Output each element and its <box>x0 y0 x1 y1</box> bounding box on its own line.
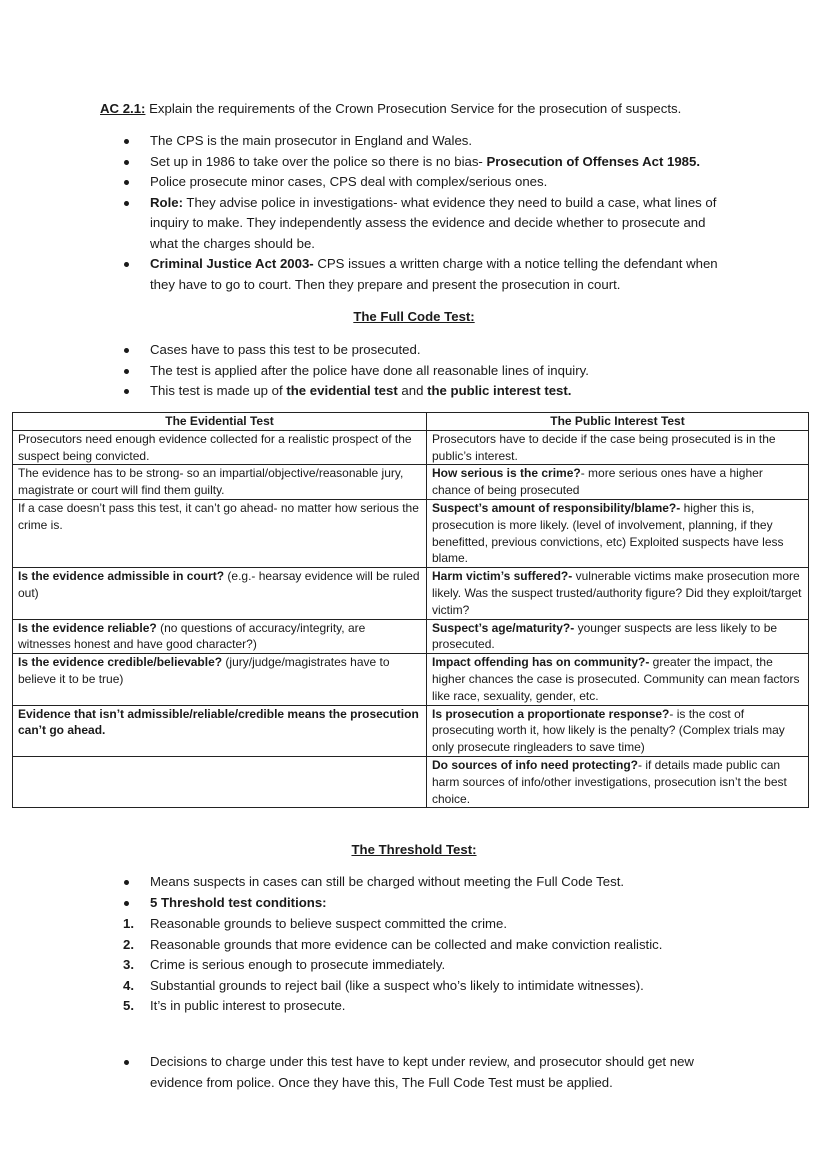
list-item: 3. Crime is serious enough to prosecute immediately. <box>123 957 446 972</box>
table-row <box>13 430 809 465</box>
threshold-bullet-list <box>118 872 728 913</box>
bullet-icon <box>124 1060 129 1065</box>
bullet-icon <box>124 880 129 885</box>
bullet-icon <box>124 201 129 206</box>
bullet-icon <box>124 901 129 906</box>
evidential-cell: Is the evidence admissible in court? (e.g.- hearsay evidence will be ruled out) <box>13 568 427 619</box>
list-item: Cases have to pass this test to be prosecuted. <box>118 340 728 361</box>
public-interest-cell: How serious is the crime?- more serious ones have a higher chance of being prosecuted <box>427 465 809 500</box>
table-row <box>13 654 809 705</box>
table-row <box>13 568 809 619</box>
evidential-cell: Is the evidence credible/believable? (jury/judge/magistrates have to believe it to be true) <box>13 654 427 705</box>
public-interest-test-header: The Public Interest Test <box>427 413 809 431</box>
list-item: This test is made up of the evidential test and the public interest test. <box>118 381 728 402</box>
list-item: 4. Substantial grounds to reject bail (like a suspect who’s likely to intimidate witnesses). <box>123 977 644 993</box>
list-item: Role: They advise police in investigations- what evidence they need to build a case, what lines of inquiry to make. They independently assess the evidence and decide whether to prosecute and what the charges should be. <box>118 193 728 255</box>
public-interest-cell: Do sources of info need protecting?- if details made public can harm sources of info/other investigations, prosecution isn’t the best choice. <box>427 756 809 807</box>
threshold-conditions-list <box>118 914 728 1017</box>
evidential-cell: If a case doesn’t pass this test, it can’t go ahead- no matter how serious the crime is. <box>13 499 427 567</box>
bullet-icon <box>124 369 129 374</box>
criterion-code: AC 2.1: <box>100 101 146 116</box>
public-interest-cell: Is prosecution a proportionate response?- is the cost of prosecuting worth it, how likely is the penalty? (Complex trials may only prosecute ringleaders to save time) <box>427 705 809 756</box>
evidential-cell: The evidence has to be strong- so an impartial/objective/reasonable jury, magistrate or court will find them guilty. <box>13 465 427 500</box>
intro-bullet-list <box>118 131 728 295</box>
list-item: Decisions to charge under this test have to kept under review, and prosecutor should get new evidence from police. Once they have this, The Full Code Test must be applied. <box>118 1052 728 1093</box>
table-header-row <box>13 413 809 431</box>
public-interest-cell: Impact offending has on community?- greater the impact, the higher chances the case is prosecuted. Community can mean factors like race, sexuality, gender, etc. <box>427 654 809 705</box>
list-item: The CPS is the main prosecutor in England and Wales. <box>118 131 728 152</box>
evidential-cell: Prosecutors need enough evidence collected for a realistic prospect of the suspect being convicted. <box>13 430 427 465</box>
criterion-text: Explain the requirements of the Crown Prosecution Service for the prosecution of suspects. <box>145 101 682 116</box>
bullet-icon <box>124 389 129 394</box>
list-item: 1. Reasonable grounds to believe suspect committed the crime. <box>123 916 507 931</box>
list-item: The test is applied after the police have done all reasonable lines of inquiry. <box>118 361 728 382</box>
public-interest-cell: Suspect’s age/maturity?- younger suspects are less likely to be prosecuted. <box>427 619 809 654</box>
list-item: Criminal Justice Act 2003- CPS issues a written charge with a notice telling the defendant when they have to go to court. Then they prepare and present the prosecution in court. <box>118 254 728 295</box>
tests-table <box>12 412 809 808</box>
public-interest-cell: Prosecutors have to decide if the case being prosecuted is in the public’s interest. <box>427 430 809 465</box>
full-code-bullet-list <box>118 340 728 402</box>
list-item: 5. It’s in public interest to prosecute. <box>123 998 346 1013</box>
threshold-test-title: The Threshold Test: <box>351 842 477 857</box>
list-item: Means suspects in cases can still be charged without meeting the Full Code Test. <box>118 872 728 893</box>
list-item: Set up in 1986 to take over the police so there is no bias- Prosecution of Offenses Act 1985. <box>118 152 728 173</box>
list-item: Police prosecute minor cases, CPS deal with complex/serious ones. <box>118 172 728 193</box>
evidential-test-header: The Evidential Test <box>13 413 427 431</box>
bullet-icon <box>124 262 129 267</box>
table-row <box>13 499 809 567</box>
table-row <box>13 465 809 500</box>
evidential-cell: Evidence that isn’t admissible/reliable/credible means the prosecution can’t go ahead. <box>13 705 427 756</box>
bullet-icon <box>124 180 129 185</box>
section-heading <box>100 100 681 118</box>
list-item: 5 Threshold test conditions: <box>118 893 728 914</box>
bullet-icon <box>124 139 129 144</box>
evidential-cell <box>13 756 427 807</box>
evidential-cell: Is the evidence reliable? (no questions of accuracy/integrity, are witnesses honest and have good character?) <box>13 619 427 654</box>
public-interest-cell: Suspect’s amount of responsibility/blame?- higher this is, prosecution is more likely. (level of involvement, planning, if they benefitted, previous convictions, etc) Exploited suspects have less blame. <box>427 499 809 567</box>
bullet-icon <box>124 160 129 165</box>
table-row <box>13 756 809 807</box>
table-row <box>13 705 809 756</box>
threshold-review-bullet <box>118 1052 728 1093</box>
bullet-icon <box>124 348 129 353</box>
full-code-test-title: The Full Code Test: <box>353 309 475 324</box>
list-item: 2. Reasonable grounds that more evidence can be collected and make conviction realistic. <box>123 936 663 952</box>
public-interest-cell: Harm victim’s suffered?- vulnerable victims make prosecution more likely. Was the suspect trusted/authority figure? Did they exploit/target victim? <box>427 568 809 619</box>
table-row <box>13 619 809 654</box>
